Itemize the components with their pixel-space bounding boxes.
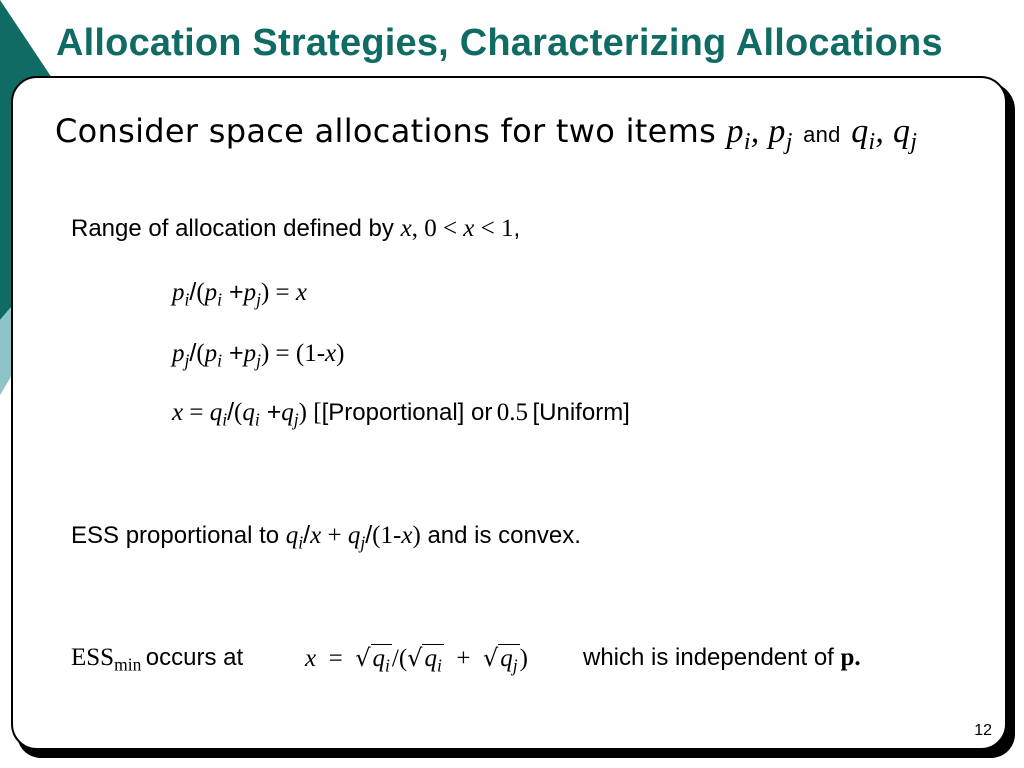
uniform-label: [Uniform] — [532, 399, 630, 426]
heading-and: and — [803, 122, 841, 147]
heading-items-p: $p_i$, $p_j$ — [726, 113, 793, 156]
ess-min-line — [71, 644, 244, 675]
slide-title: Allocation Strategies, Characterizing Allocations — [56, 22, 943, 64]
heading-text: Consider space allocations for two items — [55, 112, 717, 150]
equation-pi-ratio: $p_i/(p_i +p_j) = x$ — [172, 278, 307, 310]
ess-convex-text: and is convex. — [427, 522, 581, 549]
ess-proportional-line — [71, 521, 581, 553]
page-number: 12 — [974, 722, 992, 739]
range-text: Range of allocation defined by — [71, 215, 394, 242]
ess-min-label: $ESS_{min}$ — [71, 644, 142, 675]
uniform-value: 0.5 — [496, 399, 529, 426]
independent-text: which is independent of — [583, 644, 834, 671]
equation-strategies: $x = q_i/(q_i +q_j)$ [[Proportional] or 0.5 [Uniform] — [172, 398, 630, 430]
ess-min-formula: $x = √q_i/(√q_i + √q_j)$ — [305, 644, 528, 676]
heading-line — [55, 112, 918, 156]
proportional-label: [Proportional] or — [321, 399, 493, 426]
ess-proportional-text: ESS proportional to — [71, 522, 280, 549]
independent-line — [583, 644, 861, 672]
range-line: Range of allocation defined by x, 0 < x < 1, — [71, 215, 521, 242]
bold-p: p. — [840, 644, 861, 671]
occurs-at-text: occurs at — [145, 644, 244, 671]
equation-pj-ratio: $p_j/(p_i +p_j) = (1-x)$ — [172, 339, 345, 371]
range-expression: x, 0 < x < 1 — [400, 215, 514, 242]
heading-items-q: $q_i$, $q_j$ — [851, 113, 918, 156]
ess-expression: $q_i/x + q_j/(1-x)$ — [285, 521, 421, 553]
